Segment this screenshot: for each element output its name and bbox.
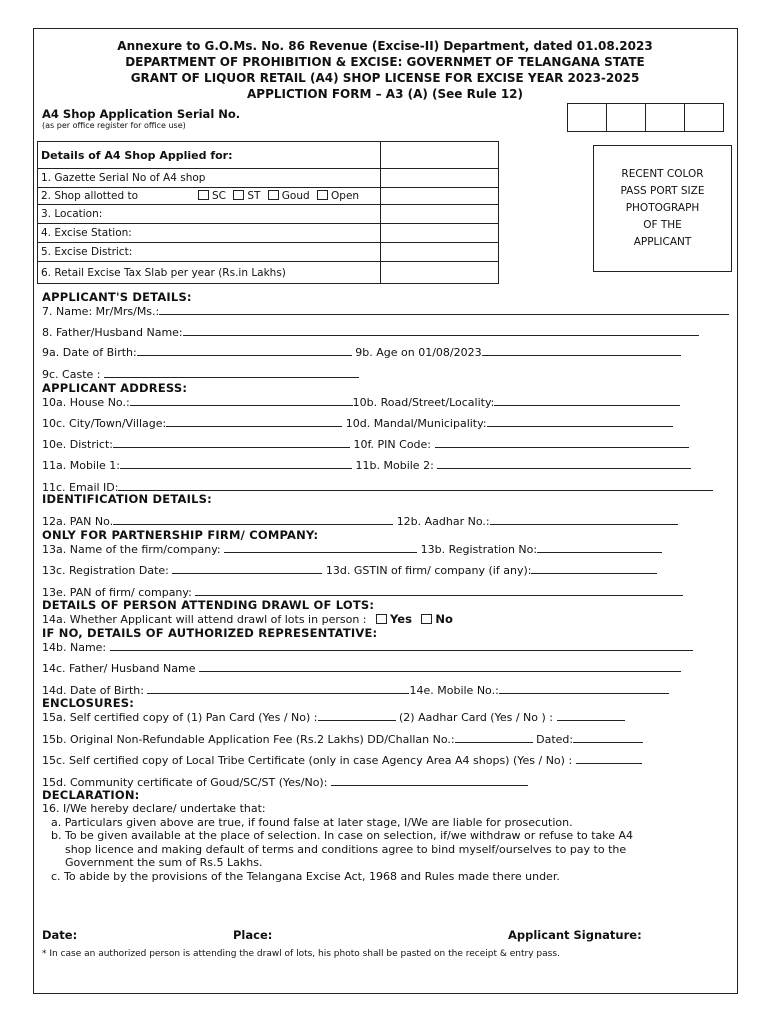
photo-text-line: PHOTOGRAPH [625,202,700,214]
section-declaration: DECLARATION: [42,788,140,802]
sc-label: SC [212,190,226,202]
rep-father-field[interactable] [199,661,681,672]
attend-label: 14a. Whether Applicant will attend drawl of lots in person : [42,613,367,626]
section-identification: IDENTIFICATION DETAILS: [42,492,212,506]
tribe-cert-label: 15c. Self certified copy of Local Tribe Certificate (only in case Agency Area A4 shops) (Yes / No) : [42,754,573,767]
mobile2-label: 11b. Mobile 2: [355,459,434,472]
section-enclosures: ENCLOSURES: [42,696,135,710]
photo-text-line: APPLICANT [633,236,692,248]
open-checkbox[interactable] [317,190,328,200]
city-label: 10c. City/Town/Village: [42,417,167,430]
shop-allotted-label: 2. Shop allotted to [41,190,139,202]
footer-note: * In case an authorized person is attending the drawl of lots, his photo shall be pasted on the receipt & entry pass. [42,949,560,959]
no-checkbox[interactable] [421,614,432,624]
section-representative: IF NO, DETAILS OF AUTHORIZED REPRESENTATIVE: [42,626,378,640]
declaration-body [42,802,722,883]
header-annexure: Annexure to G.O.Ms. No. 86 Revenue (Excise-II) Department, dated 01.08.2023 [117,39,653,53]
challan-no-field[interactable] [455,732,533,743]
section-applicant: APPLICANT'S DETAILS: [42,290,192,304]
road-label: 10b. Road/Street/Locality: [352,396,495,409]
photo-text-line: PASS PORT SIZE [620,185,705,197]
name-label: 7. Name: Mr/Mrs/Ms.: [42,305,160,318]
gstin-label: 13d. GSTIN of firm/ company (if any): [325,564,532,577]
mandal-label: 10d. Mandal/Municipality: [345,417,487,430]
shop-row-station: 4. Excise Station: [38,224,381,243]
registration-date-field[interactable] [172,563,322,574]
rep-mobile-label: 14e. Mobile No.: [409,684,499,697]
st-label: ST [247,190,261,202]
aadhar-copy-field[interactable] [557,710,625,721]
section-lots: DETAILS OF PERSON ATTENDING DRAWL OF LOTS: [42,598,375,612]
open-label: Open [331,190,360,202]
house-no-field[interactable] [130,395,353,406]
shop-row-location: 3. Location: [38,205,381,224]
sc-checkbox[interactable] [198,190,209,200]
rep-dob-label: 14d. Date of Birth: [42,684,144,697]
house-no-label: 10a. House No.: [42,396,130,409]
place-label: Place: [233,928,273,942]
dob-label: 9a. Date of Birth: [42,346,137,359]
st-checkbox[interactable] [233,190,244,200]
shop-details-table [37,141,499,284]
pan-field[interactable] [113,514,393,525]
pin-field[interactable] [435,437,689,448]
firm-pan-field[interactable] [195,585,683,596]
aadhar-label: 12b. Aadhar No.: [396,515,490,528]
firm-pan-label: 13e. PAN of firm/ company: [42,586,192,599]
rep-name-field[interactable] [110,640,693,651]
community-cert-label: 15d. Community certificate of Goud/SC/ST (Yes/No): [42,776,328,789]
photo-text-line: RECENT COLOR [621,168,704,180]
photo-text-line: OF THE [643,219,682,231]
header-department: DEPARTMENT OF PROHIBITION & EXCISE: GOVERNMET OF TELANGANA STATE [125,55,645,69]
city-field[interactable] [166,416,342,427]
shop-row-district: 5. Excise District: [38,243,381,262]
location-field[interactable] [381,205,499,224]
excise-district-field[interactable] [381,243,499,262]
date-label: Date: [42,928,78,942]
rep-mobile-field[interactable] [499,683,669,694]
mobile1-label: 11a. Mobile 1: [42,459,121,472]
shop-allotted-field[interactable] [381,188,499,205]
goud-checkbox[interactable] [268,190,279,200]
goud-label: Goud [281,190,310,202]
father-name-field[interactable] [183,325,699,336]
shop-row-allotted [38,188,381,205]
email-field[interactable] [118,480,713,491]
age-label: 9b. Age on 01/08/2023 [355,346,482,359]
serial-box[interactable] [567,103,607,132]
declaration-b1: b. To be given available at the place of selection. In case on selection, if/we withdraw or refuse to take A4 [51,829,634,842]
excise-station-field[interactable] [381,224,499,243]
registration-no-label: 13b. Registration No: [420,543,538,556]
declaration-b2: shop licence and making default of terms and conditions agree to bind myself/ourselves to pay to the [65,842,627,856]
gstin-field[interactable] [531,563,657,574]
pan-copy-field[interactable] [318,710,396,721]
declaration-intro: 16. I/We hereby declare/ undertake that: [42,802,266,815]
firm-name-field[interactable] [224,542,417,553]
age-field[interactable] [482,345,681,356]
shop-details-title: Details of A4 Shop Applied for: [38,142,381,169]
pan-copy-label: 15a. Self certified copy of (1) Pan Card (Yes / No) : [42,711,318,724]
aadhar-copy-label: (2) Aadhar Card (Yes / No ) : [399,711,553,724]
caste-label: 9c. Caste : [42,368,101,381]
mobile1-field[interactable] [120,458,352,469]
serial-box[interactable] [645,103,685,132]
declaration-b3: Government the sum of Rs.5 Lakhs. [65,856,263,869]
shop-details-value[interactable] [381,142,499,169]
serial-label: A4 Shop Application Serial No. [42,107,241,121]
registration-no-field[interactable] [537,542,662,553]
name-field[interactable] [159,304,729,315]
caste-field[interactable] [104,367,359,378]
mobile2-field[interactable] [437,458,691,469]
declaration-c: c. To abide by the provisions of the Telangana Excise Act, 1968 and Rules made there under. [51,869,560,883]
header-grant: GRANT OF LIQUOR RETAIL (A4) SHOP LICENSE FOR EXCISE YEAR 2023-2025 [130,71,640,85]
shop-row-gazette: 1. Gazette Serial No of A4 shop [38,169,381,188]
serial-box[interactable] [684,103,724,132]
aadhar-field[interactable] [490,514,678,525]
dated-field[interactable] [573,732,643,743]
yes-label: Yes [390,612,412,626]
district-field[interactable] [113,437,350,448]
tribe-cert-field[interactable] [576,753,642,764]
section-partnership: ONLY FOR PARTNERSHIP FIRM/ COMPANY: [42,528,319,542]
yes-checkbox[interactable] [376,614,387,624]
community-cert-field[interactable] [331,775,528,786]
dob-field[interactable] [137,345,352,356]
serial-number-boxes[interactable] [568,103,724,132]
rep-name-label: 14b. Name: [42,641,107,654]
section-address: APPLICANT ADDRESS: [42,381,188,395]
photo-placeholder[interactable] [593,145,732,272]
header-form-title: APPLICTION FORM – A3 (A) (See Rule 12) [246,87,524,101]
gazette-serial-field[interactable] [381,169,499,188]
registration-date-label: 13c. Registration Date: [42,564,169,577]
signature-label: Applicant Signature: [508,928,642,942]
serial-box[interactable] [606,103,646,132]
email-label: 11c. Email ID: [42,481,119,494]
no-label: No [435,612,453,626]
fee-label: 15b. Original Non-Refundable Application Fee (Rs.2 Lakhs) DD/Challan No.: [42,733,455,746]
rep-dob-field[interactable] [147,683,409,694]
district-label: 10e. District: [42,438,113,451]
pan-label: 12a. PAN No. [42,515,114,528]
declaration-a: a. Particulars given above are true, if found false at later stage, I/We are liable for prosecution. [51,815,573,829]
dated-label: Dated: [536,733,574,746]
father-name-label: 8. Father/Husband Name: [42,326,183,339]
pin-label: 10f. PIN Code: [353,438,432,451]
serial-note: (as per office register for office use) [42,121,186,130]
tax-slab-field[interactable] [381,262,499,284]
shop-row-tax-slab: 6. Retail Excise Tax Slab per year (Rs.in Lakhs) [38,262,381,284]
firm-name-label: 13a. Name of the firm/company: [42,543,221,556]
rep-father-label: 14c. Father/ Husband Name [42,662,196,675]
road-field[interactable] [494,395,680,406]
mandal-field[interactable] [487,416,673,427]
